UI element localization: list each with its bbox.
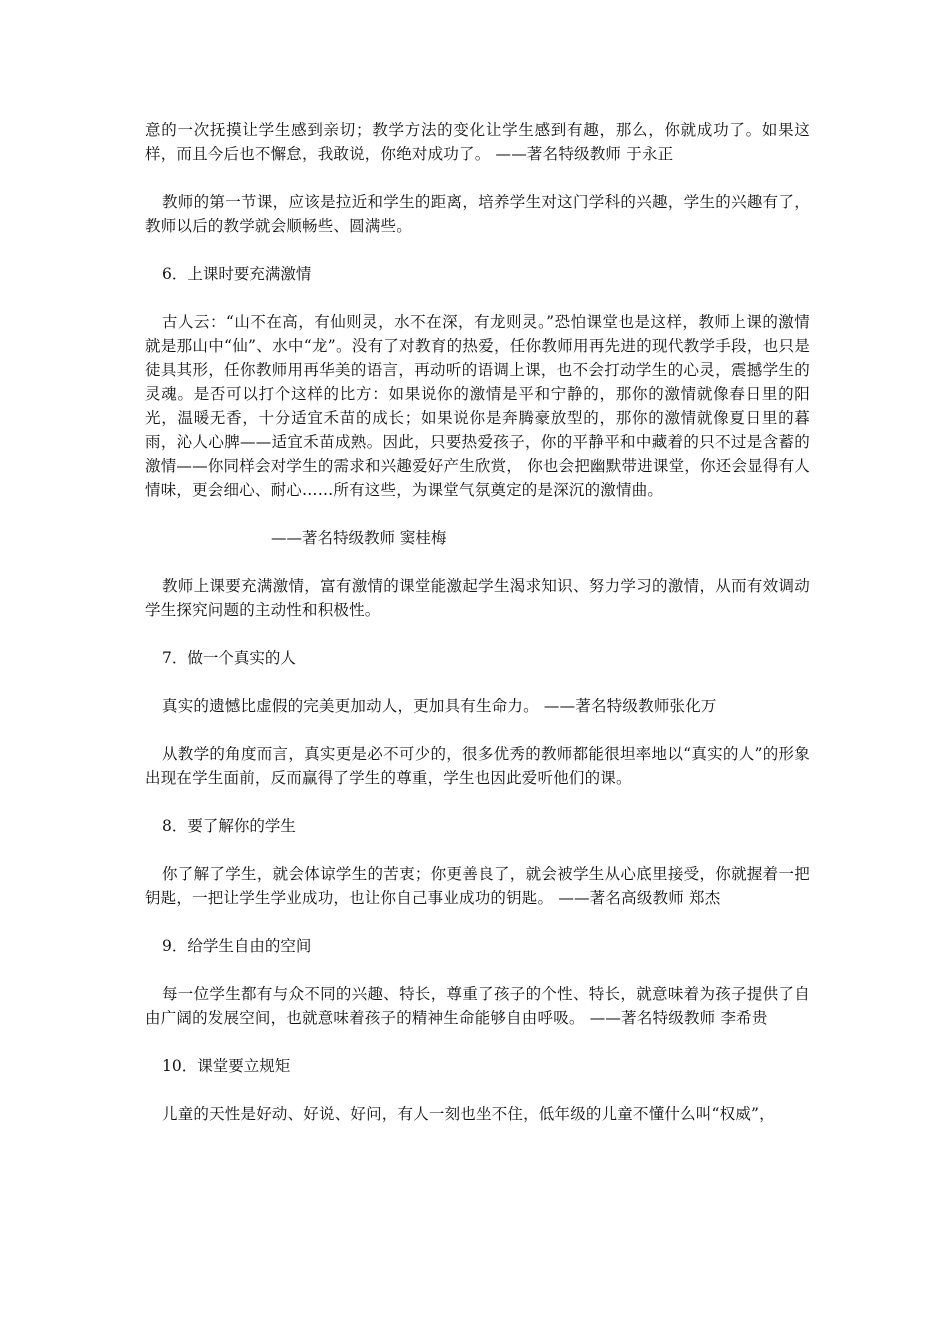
paragraph-passion-quote: 古人云：“山不在高，有仙则灵，水不在深，有龙则灵。”恐怕课堂也是这样，教师上课的激情就是那山中“仙”、水中“龙”。没有了对教育的热爱，任你教师用再先进的现代教学手段，也只是徒具其形，任你教师用再华美的语言，再动听的语调上课，也不会打动学生的心灵，震撼学生的灵魂。是否可以打个这样的比方：如果说你的激情是平和宁静的，那你的激情就像春日里的阳光，温暖无香，十分适宜禾苗的成长；如果说你是奔腾豪放型的，那你的激情就像夏日里的暮雨，沁人心脾——适宜禾苗成熟。因此，只要热爱孩子，你的平静平和中藏着的只不过是含蓄的激情——你同样会对学生的需求和兴趣爱好产生欣赏， 你也会把幽默带进课堂，你还会显得有人情味，更会细心、耐心……所有这些，为课堂气氛奠定的是深沉的激情曲。 — [145, 313, 810, 499]
section-heading-6: 6．上课时要充满激情 — [162, 265, 312, 283]
attribution-dou: ——著名特级教师 窦桂梅 — [271, 529, 447, 547]
paragraph-closing-quote-yu: 意的一次抚摸让学生感到亲切；教学方法的变化让学生感到有趣，那么，你就成功了。如果这样，而且今后也不懈怠，我敢说，你绝对成功了。 ——著名特级教师 于永正 — [145, 121, 810, 163]
section-heading-8: 8．要了解你的学生 — [162, 817, 296, 835]
paragraph-real-person-summary: 从教学的角度而言，真实更是必不可少的，很多优秀的教师都能很坦率地以“真实的人”的形象出现在学生面前，反而赢得了学生的尊重，学生也因此爱听他们的课。 — [145, 745, 810, 787]
section-heading-9: 9．给学生自由的空间 — [162, 937, 312, 955]
paragraph-real-person-quote: 真实的遗憾比虚假的完美更加动人，更加具有生命力。 ——著名特级教师张化万 — [162, 697, 717, 715]
section-heading-10: 10．课堂要立规矩 — [162, 1057, 291, 1075]
document-page — [145, 118, 810, 1126]
paragraph-know-students: 你了解了学生，就会体谅学生的苦衷；你更善良了，就会被学生从心底里接受，你就握着一把钥匙，一把让学生学业成功，也让你自己事业成功的钥匙。 ——著名高级教师 郑杰 — [145, 865, 810, 907]
section-heading-7: 7．做一个真实的人 — [162, 649, 296, 667]
paragraph-first-lesson: 教师的第一节课，应该是拉近和学生的距离，培养学生对这门学科的兴趣，学生的兴趣有了，教师以后的教学就会顺畅些、圆满些。 — [145, 193, 810, 235]
paragraph-classroom-rules: 儿童的天性是好动、好说、好问，有人一刻也坐不住，低年级的儿童不懂什么叫“权威”， — [162, 1105, 775, 1123]
paragraph-passion-summary: 教师上课要充满激情，富有激情的课堂能激起学生渴求知识、努力学习的激情，从而有效调动学生探究问题的主动性和积极性。 — [145, 577, 810, 619]
paragraph-free-space: 每一位学生都有与众不同的兴趣、特长，尊重了孩子的个性、特长，就意味着为孩子提供了自由广阔的发展空间，也就意味着孩子的精神生命能够自由呼吸。 ——著名特级教师 李希贵 — [145, 985, 810, 1027]
